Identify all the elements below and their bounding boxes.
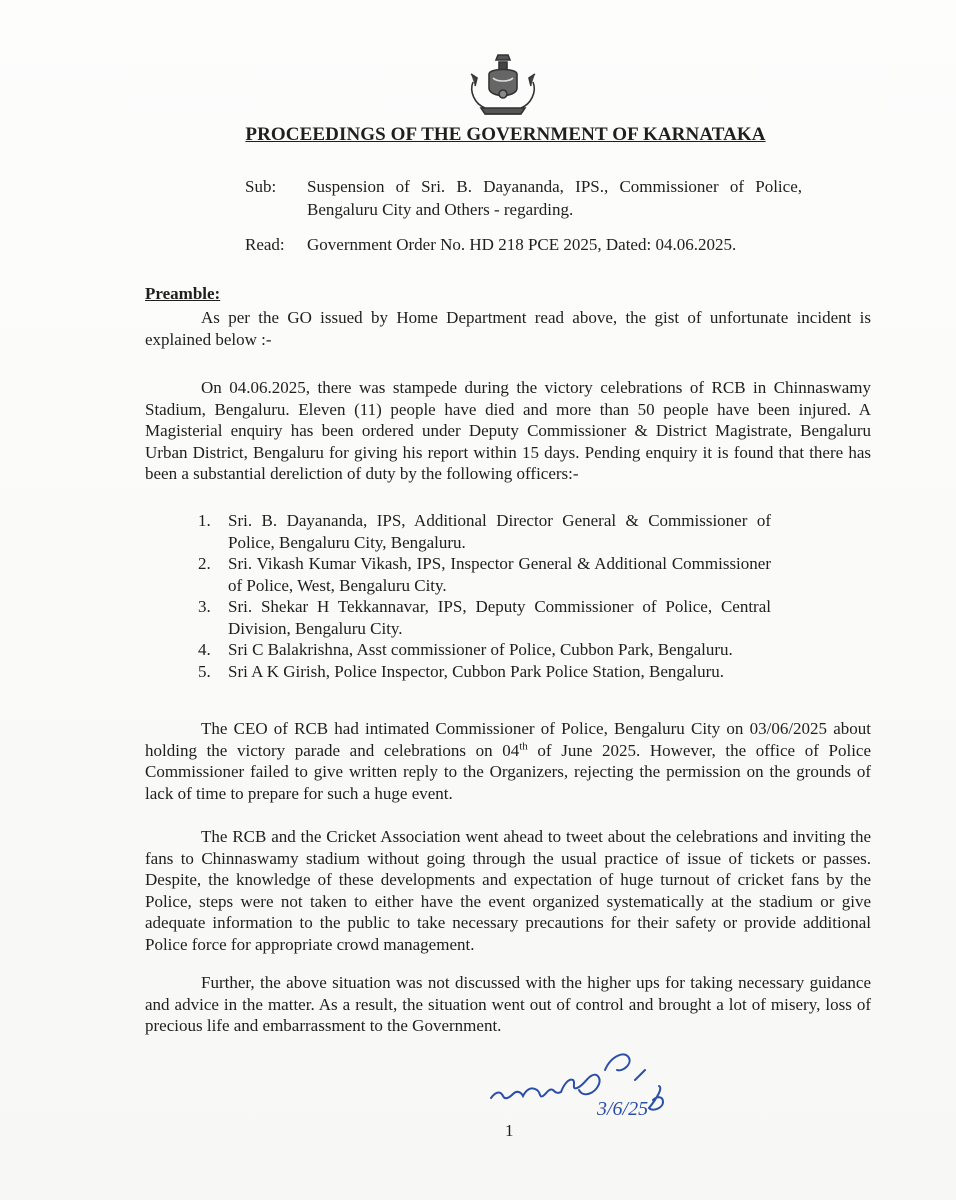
read-text: Government Order No. HD 218 PCE 2025, Dated: 04.06.2025. — [307, 235, 737, 254]
list-item: 3. Sri. Shekar H Tekkannavar, IPS, Deputy Commissioner of Police, Central Division, Bengaluru City. — [198, 597, 771, 638]
further-paragraph: Further, the above situation was not discussed with the higher ups for taking necessary guidance and advice in the matter. As a result, the situation went out of control and brought a lot of misery, loss of precious life and embarrassment to the Government. — [145, 973, 871, 1035]
list-item: 1. Sri. B. Dayananda, IPS, Additional Director General & Commissioner of Police, Bengaluru City, Bengaluru. — [198, 511, 771, 552]
preamble-intro: As per the GO issued by Home Department read above, the gist of unfortunate incident is explained below :- — [145, 308, 871, 349]
incident-paragraph: On 04.06.2025, there was stampede during the victory celebrations of RCB in Chinnaswamy Stadium, Bengaluru. Eleven (11) people have died and more than 50 people have been injured. A Magisterial enquiry has been ordered under Deputy Commissioner & District Magistrate, Bengaluru Urban District, Bengaluru for giving his report within 15 days. Pending enquiry it is found that there has been a substantial dereliction of duty by the following officers:- — [145, 378, 871, 483]
subject-text: Suspension of Sri. B. Dayananda, IPS., Commissioner of Police, Bengaluru City and Others - regarding. — [307, 177, 802, 219]
handwritten-signature — [485, 1040, 710, 1130]
read-label: Read: — [245, 235, 285, 254]
officers-list — [196, 510, 771, 682]
page-title: PROCEEDINGS OF THE GOVERNMENT OF KARNATAKA — [245, 124, 766, 145]
list-item: 4. Sri C Balakrishna, Asst commissioner of Police, Cubbon Park, Bengaluru. — [198, 640, 733, 659]
page-number: 1 — [505, 1121, 514, 1140]
ceo-paragraph: The CEO of RCB had intimated Commissioner of Police, Bengaluru City on 03/06/2025 about holding the victory parade and celebrations on 04th of June 2025. However, the office of Police Commissioner failed to give written reply to the Organizers, rejecting the permission on the grounds of lack of time to prepare for such a huge event. — [145, 719, 872, 803]
list-item: 5. Sri A K Girish, Police Inspector, Cubbon Park Police Station, Bengaluru. — [198, 661, 725, 681]
signature-date: 3/6/25 — [597, 1098, 649, 1120]
list-item: 2. Sri. Vikash Kumar Vikash, IPS, Inspector General & Additional Commissioner of Police, West, Bengaluru City. — [198, 554, 771, 595]
rcb-paragraph: The RCB and the Cricket Association went ahead to tweet about the celebrations and inviting the fans to Chinnaswamy stadium without going through the usual practice of issue of tickets or passes. Despite, the knowledge of these developments and expectation of huge turnout of cricket fans by the Police, steps were not taken to either have the event organized systematically at the stadium or give adequate information to the public to take necessary precautions for their safety or provide additional Police force for appropriate crowd management. — [145, 827, 871, 954]
karnataka-emblem-icon — [463, 52, 543, 120]
preamble-heading: Preamble: — [145, 284, 221, 303]
subject-label: Sub: — [245, 177, 277, 196]
